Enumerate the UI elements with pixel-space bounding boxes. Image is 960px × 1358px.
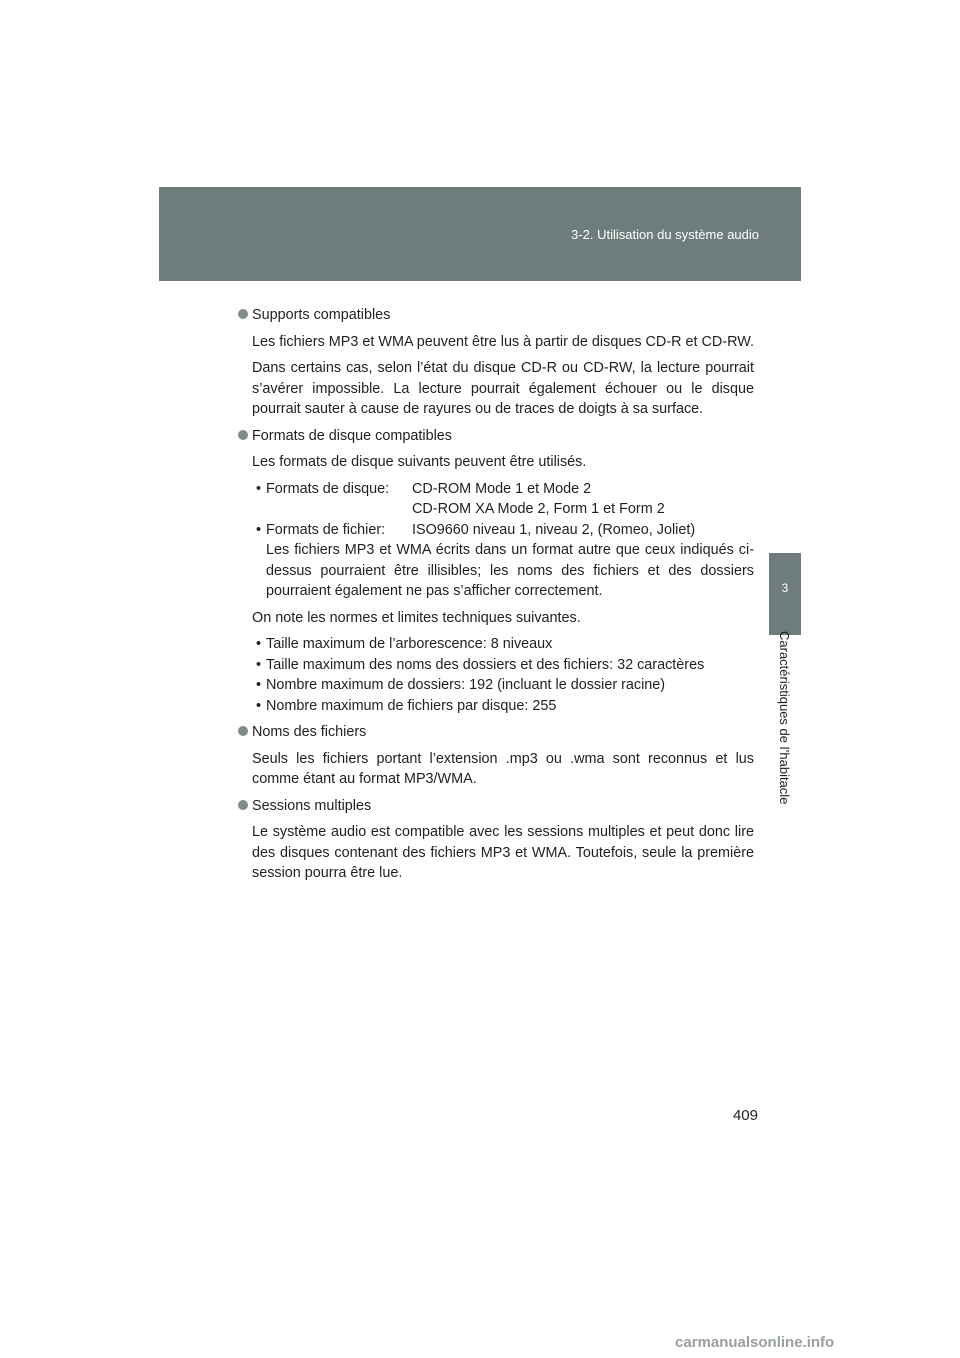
bullet-circle-icon bbox=[238, 430, 248, 440]
format-value: ISO9660 niveau 1, niveau 2, (Romeo, Joliet) bbox=[412, 521, 696, 538]
header-band bbox=[159, 187, 801, 281]
list-item bbox=[252, 696, 754, 717]
bullet-circle-icon bbox=[238, 800, 248, 810]
format-value: CD-ROM XA Mode 2, Form 1 et Form 2 bbox=[412, 501, 665, 517]
limits-list bbox=[252, 634, 754, 716]
paragraph: Les fichiers MP3 et WMA peuvent être lus à partir de disques CD-R et CD-RW. bbox=[252, 333, 754, 350]
list-item bbox=[252, 520, 754, 602]
list-item bbox=[252, 634, 754, 655]
format-note: Les fichiers MP3 et WMA écrits dans un format autre que ceux indiqués ci-dessus pourraient être illisibles; les noms des fichiers et des dossiers pourraient également ne pas s’afficher correctement. bbox=[266, 542, 754, 599]
paragraph: On note les normes et limites techniques suivantes. bbox=[252, 609, 581, 626]
list-bullet: • bbox=[256, 480, 262, 497]
paragraph: Dans certains cas, selon l’état du disque CD-R ou CD-RW, la lecture pourrait s’avérer impossible. La lecture pourrait également échouer ou le disque pourrait sauter à cause de rayures ou de traces de doigts à sa surface. bbox=[252, 360, 754, 417]
list-item bbox=[252, 675, 754, 696]
page-content bbox=[238, 305, 754, 890]
list-bullet: • bbox=[256, 656, 262, 673]
list-item bbox=[252, 479, 754, 520]
section-title: 3-2. Utilisation du système audio bbox=[571, 227, 759, 242]
format-list bbox=[252, 479, 754, 602]
chapter-box bbox=[769, 553, 801, 635]
heading-text: Noms des fichiers bbox=[252, 724, 367, 740]
heading-text: Supports compatibles bbox=[252, 307, 391, 323]
format-label: Formats de disque: bbox=[266, 480, 390, 497]
side-tab bbox=[769, 281, 801, 831]
list-item-text: Nombre maximum de fichiers par disque: 255 bbox=[266, 697, 557, 714]
paragraph: Seuls les fichiers portant l’extension .mp3 ou .wma sont reconnus et lus comme étant au format MP3/WMA. bbox=[252, 750, 754, 787]
paragraph: Les formats de disque suivants peuvent être utilisés. bbox=[252, 454, 587, 470]
bullet-circle-icon bbox=[238, 309, 248, 319]
chapter-title: Caractéristiques de l’habitacle bbox=[777, 631, 792, 805]
format-label: Formats de fichier: bbox=[266, 521, 386, 538]
section-heading-multisession bbox=[238, 796, 754, 817]
section-heading-file-names bbox=[238, 722, 754, 743]
list-bullet: • bbox=[256, 697, 262, 714]
list-item-text: Taille maximum de l’arborescence: 8 niveaux bbox=[266, 636, 553, 652]
chapter-number: 3 bbox=[781, 581, 789, 595]
section-heading-supports bbox=[238, 305, 754, 326]
list-bullet: • bbox=[256, 636, 262, 652]
bullet-circle-icon bbox=[238, 726, 248, 736]
heading-text: Formats de disque compatibles bbox=[252, 427, 452, 444]
list-item-text: Taille maximum des noms des dossiers et des fichiers: 32 caractères bbox=[266, 656, 705, 673]
paragraph: Le système audio est compatible avec les sessions multiples et peut donc lire des disques contenant des fichiers MP3 et WMA. Toutefois, seule la première session pourra être lue. bbox=[252, 824, 754, 881]
heading-text: Sessions multiples bbox=[252, 797, 372, 814]
watermark: carmanualsonline.info bbox=[675, 1334, 835, 1351]
section-heading-formats bbox=[238, 426, 754, 447]
page-number: 409 bbox=[732, 1107, 758, 1124]
format-value: CD-ROM Mode 1 et Mode 2 bbox=[412, 480, 592, 497]
list-item-text: Nombre maximum de dossiers: 192 (incluant le dossier racine) bbox=[266, 677, 666, 693]
list-bullet: • bbox=[256, 521, 262, 538]
list-item bbox=[252, 655, 754, 676]
list-bullet: • bbox=[256, 677, 262, 693]
